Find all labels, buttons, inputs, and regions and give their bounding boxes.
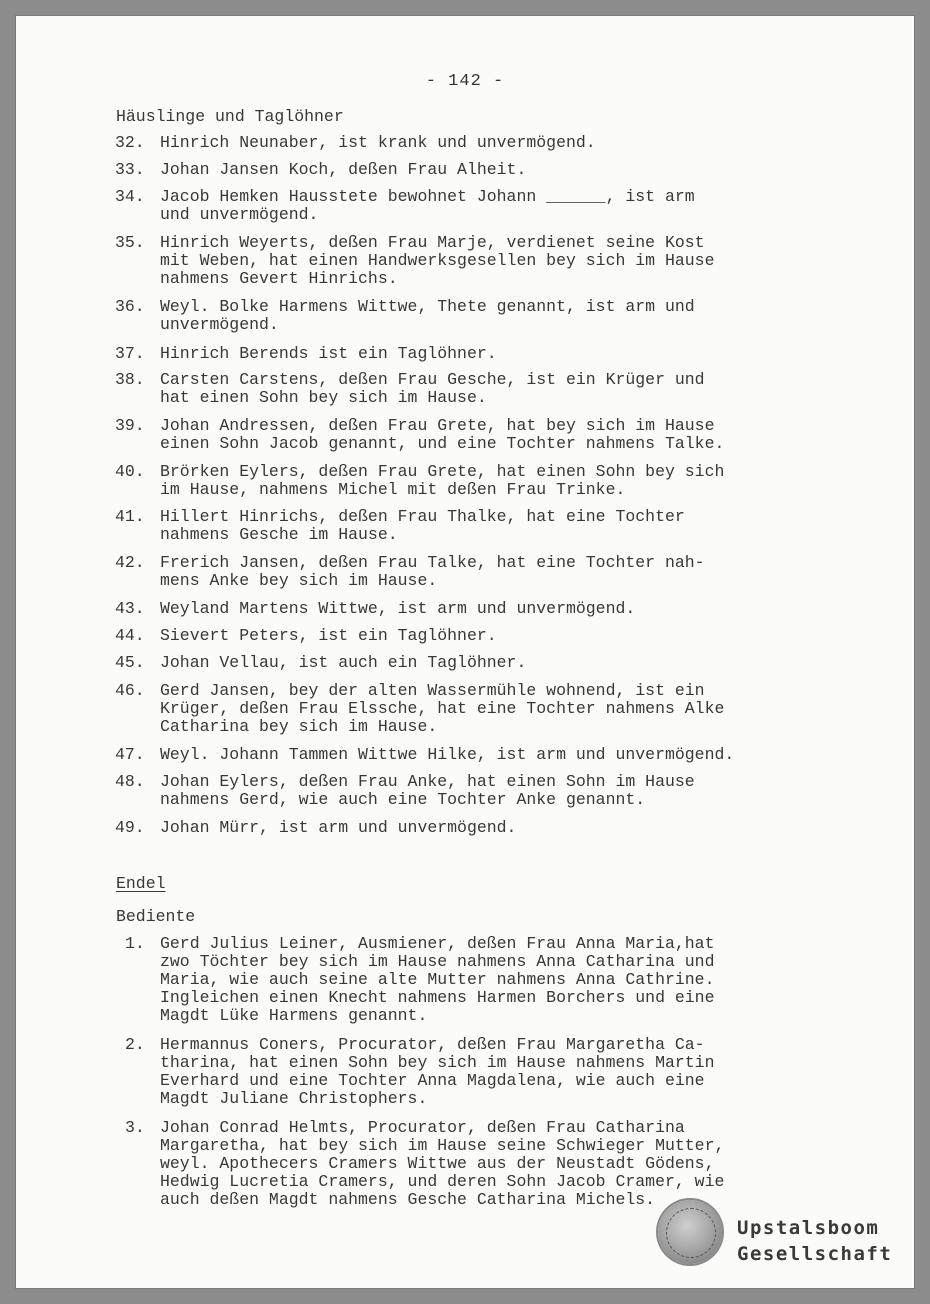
entry-text: Weyland Martens Wittwe, ist arm und unvermögend. [160, 599, 636, 618]
entry-number: 47. [115, 745, 145, 764]
entry-text: Johan Conrad Helmts, Procurator, deßen Frau Catharina Margaretha, hat bey sich im Hause seine Schwieger Mutter, weyl. Apothecers Cramers Wittwe aus der Neustadt Gödens, Hedwig Lucretia Cramers, und deren Sohn Jacob Cramer, wie auch deßen Magdt nahmens Gesche Catharina Michels. [160, 1118, 725, 1209]
entry-number: 39. [115, 416, 145, 435]
section-subtitle-bediente: Bediente [116, 907, 196, 926]
entry-text: Johan Andressen, deßen Frau Grete, hat bey sich im Hause einen Sohn Jacob genannt, und eine Tochter nahmens Talke. [160, 416, 725, 453]
watermark-line-1: Upstalsboom [737, 1217, 880, 1239]
list-item [115, 234, 835, 306]
entry-number: 40. [115, 462, 145, 481]
entry-text: Brörken Eylers, deßen Frau Grete, hat einen Sohn bey sich im Hause, nahmens Michel mit deßen Frau Trinke. [160, 462, 725, 499]
entry-number: 48. [115, 772, 145, 791]
entry-number: 41. [115, 507, 145, 526]
section-title-endel: Endel [116, 874, 166, 893]
list-item [115, 819, 835, 891]
entry-text: Carsten Carstens, deßen Frau Gesche, ist ein Krüger und hat einen Sohn bey sich im Hause. [160, 370, 705, 407]
entry-number: 1. [125, 934, 145, 953]
entry-text: Weyl. Bolke Harmens Wittwe, Thete genannt, ist arm und unvermögend. [160, 297, 695, 334]
entry-number: 38. [115, 370, 145, 389]
entry-text: Hinrich Berends ist ein Taglöhner. [160, 344, 497, 363]
entry-text: Hinrich Neunaber, ist krank und unvermögend. [160, 133, 596, 152]
society-seal-icon [658, 1200, 722, 1264]
watermark-line-2: Gesellschaft [737, 1243, 893, 1265]
entry-text: Gerd Jansen, bey der alten Wassermühle wohnend, ist ein Krüger, deßen Frau Elssche, hat eine Tochter nahmens Alke Catharina bey sich im Hause. [160, 681, 725, 736]
entry-number: 35. [115, 233, 145, 252]
entry-number: 2. [125, 1035, 145, 1054]
list-item [115, 1118, 835, 1209]
entry-text: Johan Jansen Koch, deßen Frau Alheit. [160, 160, 527, 179]
entry-number: 43. [115, 599, 145, 618]
entry-number: 42. [115, 553, 145, 572]
section-title-hauslinge: Häuslinge und Taglöhner [116, 107, 344, 126]
entry-text: Weyl. Johann Tammen Wittwe Hilke, ist arm und unvermögend. [160, 745, 735, 764]
entry-text: Johan Vellau, ist auch ein Taglöhner. [160, 653, 527, 672]
entry-text: Johan Eylers, deßen Frau Anke, hat einen Sohn im Hause nahmens Gerd, wie auch eine Tochter Anke genannt. [160, 772, 695, 809]
watermark-text [737, 1215, 892, 1267]
entry-text: Hillert Hinrichs, deßen Frau Thalke, hat eine Tochter nahmens Gesche im Hause. [160, 507, 685, 544]
entry-text: Hinrich Weyerts, deßen Frau Marje, verdienet seine Kost mit Weben, hat einen Handwerksgesellen bey sich im Hause nahmens Gevert Hinrichs. [160, 233, 715, 288]
entry-number: 46. [115, 681, 145, 700]
entry-number: 36. [115, 297, 145, 316]
entry-number: 49. [115, 818, 145, 837]
document-page [15, 15, 915, 1289]
entry-text: Frerich Jansen, deßen Frau Talke, hat eine Tochter nah- mens Anke bey sich im Hause. [160, 553, 705, 590]
entry-number: 32. [115, 133, 145, 152]
entry-text: Jacob Hemken Hausstete bewohnet Johann ______, ist arm und unvermögend. [160, 187, 695, 224]
list-item [115, 682, 835, 754]
entry-text: Hermannus Coners, Procurator, deßen Frau Margaretha Ca- tharina, hat einen Sohn bey sich im Hause nahmens Martin Everhard und eine Tochter Anna Magdalena, wie auch eine Magdt Juliane Christophers. [160, 1035, 715, 1108]
page-number: - 142 - [425, 72, 505, 91]
entry-number: 45. [115, 653, 145, 672]
entry-text: Gerd Julius Leiner, Ausmiener, deßen Frau Anna Maria,hat zwo Töchter bey sich im Hause nahmens Anna Catharina und Maria, wie auch seine alte Mutter nahmens Anna Cathrine. Ingleichen einen Knecht nahmens Harmen Borchers und eine Magdt Lüke Harmens genannt. [160, 934, 715, 1025]
list-item [115, 934, 835, 1025]
entry-number: 37. [115, 344, 145, 363]
entry-text: Johan Mürr, ist arm und unvermögend. [160, 818, 517, 837]
entry-number: 34. [115, 187, 145, 206]
list-item [115, 1036, 835, 1108]
entry-number: 3. [125, 1118, 145, 1137]
entry-text: Sievert Peters, ist ein Taglöhner. [160, 626, 497, 645]
entry-number: 33. [115, 160, 145, 179]
entry-number: 44. [115, 626, 145, 645]
